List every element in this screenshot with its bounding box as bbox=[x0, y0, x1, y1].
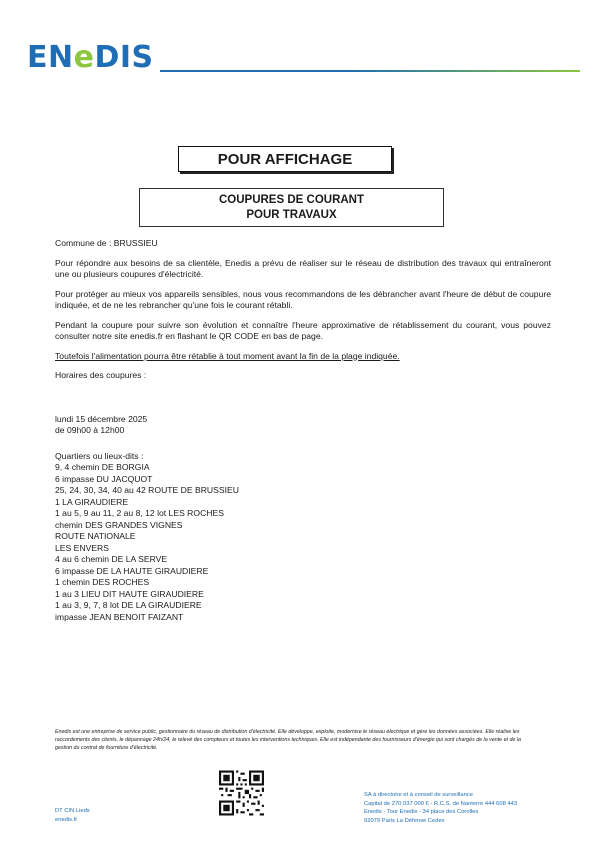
place-item: 1 LA GIRAUDIERE bbox=[55, 496, 129, 507]
place-item: 1 au 5, 9 au 11, 2 au 8, 12 lot LES ROCHES bbox=[55, 508, 224, 518]
spacer bbox=[55, 390, 551, 414]
paragraph-restoration: Toutefois l'alimentation pourra être rétablie à tout moment avant la fin de la plage indiquée. bbox=[55, 350, 400, 361]
company-info-line: Enedis - Tour Enedis - 34 place des Corolles bbox=[364, 809, 479, 815]
enedis-logo bbox=[27, 40, 154, 75]
notice-title-box bbox=[139, 188, 444, 227]
paragraph-intro: Pour répondre aux besoins de sa clientèle, Enedis a prévu de réaliser sur le réseau de distribution des travaux qui entraîneront une ou plusieurs coupures d'électricité. bbox=[55, 257, 551, 279]
logo-text-2: DIS bbox=[94, 40, 154, 75]
place-item: 1 au 3, 9, 7, 8 lot DE LA GIRAUDIERE bbox=[55, 600, 202, 610]
places-list bbox=[55, 451, 551, 624]
paragraph-tracking: Pendant la coupure pour suivre son évolution et connaître l'heure approximative de rétablissement du courant, vous pouvez consulter notre site enedis.fr en flashant le QR CODE en bas de page. bbox=[55, 319, 551, 341]
outage-schedule bbox=[55, 414, 551, 437]
affichage-title: POUR AFFICHAGE bbox=[217, 150, 353, 168]
footer-reference: DT CIN Lieds bbox=[55, 808, 90, 814]
place-item: chemin DES GRANDES VIGNES bbox=[55, 519, 183, 530]
place-item: 1 au 3 LIEU DIT HAUTE GIRAUDIERE bbox=[55, 588, 204, 599]
place-item: 6 impasse DE LA HAUTE GIRAUDIERE bbox=[55, 565, 209, 576]
header-divider bbox=[160, 70, 580, 72]
quartiers-label: Quartiers ou lieux-dits : bbox=[55, 450, 144, 461]
place-item: 9, 4 chemin DE BORGIA bbox=[55, 462, 150, 472]
place-item: 4 au 6 chemin DE LA SERVE bbox=[55, 554, 168, 564]
logo-text-1: EN bbox=[27, 40, 74, 75]
place-item: impasse JEAN BENOIT FAIZANT bbox=[55, 611, 184, 622]
paragraph-protection: Pour protéger au mieux vos appareils sensibles, nous vous recommandons de les débrancher avant l'heure de début de coupure indiquée, et de ne les rebrancher qu'une fois le courant rétabli. bbox=[55, 288, 551, 310]
company-info-line: Capital de 270 037 000 € - R.C.S. de Nanterre 444 608 443 bbox=[364, 800, 518, 807]
outage-date: lundi 15 décembre 2025 bbox=[55, 413, 148, 424]
place-item: ROUTE NATIONALE bbox=[55, 531, 136, 541]
place-item: LES ENVERS bbox=[55, 542, 109, 553]
notice-title-line-1: COUPURES DE COURANT bbox=[218, 193, 365, 206]
company-info bbox=[364, 791, 554, 825]
company-info-line: SA à directoire et à conseil de surveillance bbox=[364, 792, 473, 798]
footer-left bbox=[55, 807, 90, 824]
qr-code-icon[interactable] bbox=[219, 769, 264, 817]
outage-time-range: de 09h00 à 12h00 bbox=[55, 425, 125, 435]
footer-website-link[interactable]: enedis.fr bbox=[55, 816, 78, 823]
company-info-line: 92079 Paris La Défense Cedex bbox=[364, 817, 445, 824]
notice-title-line-2: POUR TRAVAUX bbox=[246, 208, 337, 221]
commune-line: Commune de : BRUSSIEU bbox=[55, 238, 158, 248]
place-item: 25, 24, 30, 34, 40 au 42 ROUTE DE BRUSSIEU bbox=[55, 485, 239, 495]
notice-body bbox=[55, 238, 551, 623]
place-item: 1 chemin DES ROCHES bbox=[55, 577, 150, 587]
logo-text-accent: e bbox=[73, 40, 95, 75]
affichage-title-box bbox=[178, 146, 392, 172]
place-item: 6 impasse DU JACQUOT bbox=[55, 473, 153, 484]
legal-notice: Enedis est une entreprise de service public, gestionnaire du réseau de distribution d'électricité. Elle développe, exploite, modernise le réseau électrique et gère les données associées. Elle réalise les raccordements des clients, le dépannage 24h/24, le relevé des compteurs et toutes les interventions techniques. Elle est indépendante des fournisseurs d'énergie qui sont chargés de la vente et de la gestion du contrat de fourniture d'électricité. bbox=[55, 729, 521, 751]
horaires-label: Horaires des coupures : bbox=[55, 370, 147, 380]
